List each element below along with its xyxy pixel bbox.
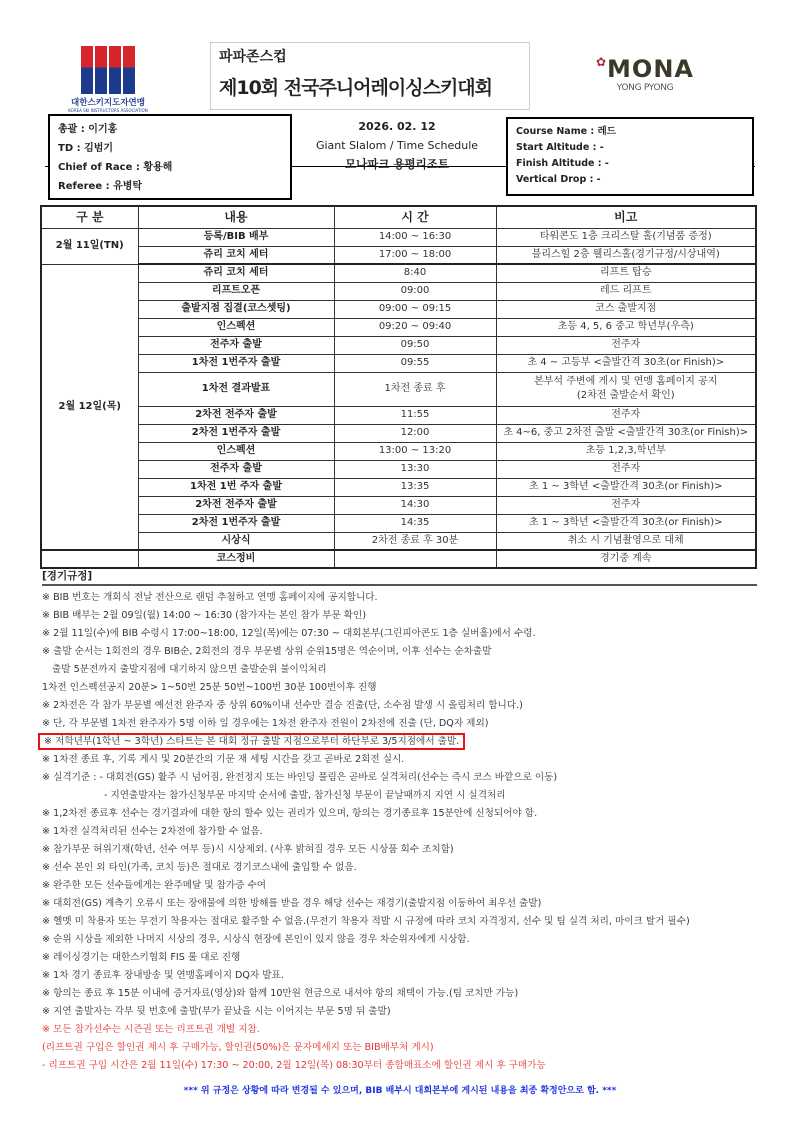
note-cell: 초 1 ~ 3학년 <출발간격 30초(or Finish)> <box>496 514 756 532</box>
table-row <box>41 300 756 318</box>
content-cell: 전주자 출발 <box>138 460 334 478</box>
course-name: Course Name : 레드 <box>516 126 616 137</box>
day-cell: 2월 12일(목) <box>41 264 138 550</box>
rule-line: ※ 선수 본인 외 타인(가족, 코치 등)은 절대로 경기코스내에 출입할 수 없음. <box>42 862 357 873</box>
ksia-english-name: KOREA SKI INSTRUCTORS ASSOCIATION <box>68 108 148 113</box>
content-cell: 인스펙션 <box>138 318 334 336</box>
rule-line: ※ 2차전은 각 참가 부문별 예선전 완주자 중 상위 60%이내 선수만 결승 진출(단, 소수점 발생 시 올림처리 합니다.) <box>42 700 523 711</box>
highlighted-rule: ※ 저학년부(1학년 ~ 3학년) 스타트는 본 대회 정규 출발 지점으로부터 하단부로 3/5지점에서 출발. <box>38 733 465 750</box>
time-cell: 13:30 <box>334 460 496 478</box>
note-cell: 블리스힐 2층 웰리스홀(경기규정/시상내역) <box>496 246 756 264</box>
content-cell: 등록/BIB 배부 <box>138 228 334 246</box>
rule-line <box>42 733 762 751</box>
time-cell: 09:50 <box>334 336 496 354</box>
table-row <box>41 442 756 460</box>
note-cell: 취소 시 기념촬영으로 대체 <box>496 532 756 550</box>
rule-line: - 지연출발자는 참가신청부문 마지막 순서에 출발, 참가신청 부문이 끝날때까지 지연 시 실격처리 <box>104 790 506 801</box>
table-row <box>41 460 756 478</box>
rule-line: ※ 2월 11일(수)에 BIB 수령시 17:00~18:00, 12일(목)에는 07:30 ~ 대회본부(그린피아콘도 1층 실버홀)에서 수령. <box>42 628 536 639</box>
note-cell: 전주자 <box>496 406 756 424</box>
content-cell: 시상식 <box>138 532 334 550</box>
rule-line: ※ 대회전(GS) 계측기 오류시 또는 장애물에 의한 방해를 받을 경우 해당 선수는 재경기(출발지점 이동하여 최우선 출발) <box>42 898 542 909</box>
time-cell: 14:35 <box>334 514 496 532</box>
table-row <box>41 264 756 282</box>
note-cell: 코스 출발지점 <box>496 300 756 318</box>
rule-line: ※ 실격기준 : - 대회전(GS) 활주 시 넘어짐, 완전정지 또는 바인딩 풀림은 곧바로 실격처리(선수는 즉시 코스 바깥으로 이동) <box>42 772 558 783</box>
official-referee: Referee : 유병탁 <box>58 181 143 192</box>
rules-title: [경기규정] <box>42 569 757 586</box>
rule-line: ※ 헬멧 미 착용자 또는 무전기 착용자는 절대로 활주할 수 없음.(무전기 착용자 적발 시 규정에 따라 코치 자격정지, 선수 및 팀 실격 처리, 마이크 탈거 필수) <box>42 916 690 927</box>
content-cell: 2차전 1번주자 출발 <box>138 514 334 532</box>
table-row <box>41 550 756 568</box>
time-cell: 13:00 ~ 13:20 <box>334 442 496 460</box>
content-cell: 코스정비 <box>138 550 334 568</box>
rule-line: ※ 단, 각 부문별 1차전 완주자가 5명 이하 일 경우에는 1차전 완주자 전원이 2차전에 진출 (단, DQ자 제외) <box>42 718 489 729</box>
rule-line: ※ 완주한 모든 선수들에게는 완주메달 및 참가증 수여 <box>42 880 267 891</box>
event-subtitle: 파파존스컵 <box>219 49 287 65</box>
rule-line: ※ 출발 순서는 1회전의 경우 BIB순, 2회전의 경우 부문별 상위 순위15명은 역순이며, 이후 선수는 순차출발 <box>42 646 492 657</box>
content-cell: 2차전 전주자 출발 <box>138 406 334 424</box>
rule-line: ※ 모든 참가선수는 시즌권 또는 리프트권 개별 지참. <box>42 1024 260 1035</box>
mona-sub: YONG PYONG <box>616 83 674 93</box>
time-cell: 09:00 <box>334 282 496 300</box>
rule-line: 출발 5분전까지 출발지점에 대기하지 않으면 출발순위 불이익처리 <box>52 664 327 675</box>
content-cell: 쥬리 코치 세터 <box>138 246 334 264</box>
note-cell: 전주자 <box>496 336 756 354</box>
event-title: 제10회 전국주니어레이싱스키대회 <box>219 77 493 99</box>
mona-text: MONA <box>607 55 694 83</box>
rule-line: ※ 항의는 종료 후 15분 이내에 증거자료(영상)와 함께 10만원 현금으로 내셔야 항의 채택이 가능.(팀 코치만 가능) <box>42 988 519 999</box>
start-altitude: Start Altitude : - <box>516 142 604 153</box>
table-row <box>41 336 756 354</box>
content-cell: 인스펙션 <box>138 442 334 460</box>
flower-icon: ✿ <box>595 55 608 69</box>
table-row <box>41 228 756 246</box>
rule-line: ※ 1,2차전 종료후 선수는 경기결과에 대한 항의 할수 있는 권리가 있으며, 항의는 경기종료후 15분안에 신청되어야 함. <box>42 808 538 819</box>
content-cell: 전주자 출발 <box>138 336 334 354</box>
note-cell: 초 1 ~ 3학년 <출발간격 30초(or Finish)> <box>496 478 756 496</box>
time-cell: 13:35 <box>334 478 496 496</box>
table-row <box>41 318 756 336</box>
table-row <box>41 354 756 372</box>
schedule-table <box>40 205 757 569</box>
rule-line: ※ 순위 시상을 제외한 나머지 시상의 경우, 시상식 현장에 본인이 있지 않을 경우 차순위자에게 시상함. <box>42 934 470 945</box>
content-cell: 1차전 1번주자 출발 <box>138 354 334 372</box>
note-cell: 리프트 탑승 <box>496 264 756 282</box>
vertical-drop: Vertical Drop : - <box>516 174 601 185</box>
table-row <box>41 514 756 532</box>
content-cell: 1차전 1번 주자 출발 <box>138 478 334 496</box>
note-cell <box>496 372 756 406</box>
event-info <box>292 117 502 174</box>
event-type: Giant Slalom / Time Schedule <box>315 139 479 152</box>
content-cell: 2차전 전주자 출발 <box>138 496 334 514</box>
rule-line: - 리프트권 구입 시간은 2월 11일(수) 17:30 ~ 20:00, 2월 12일(목) 08:30부터 종합매표소에 할인권 제시 후 구매가능 <box>42 1060 546 1071</box>
note-cell: 초등 4, 5, 6 중고 학년부(우측) <box>496 318 756 336</box>
note-cell: 레드 리프트 <box>496 282 756 300</box>
rules-list <box>42 589 762 1075</box>
table-row <box>41 478 756 496</box>
time-cell: 09:20 ~ 09:40 <box>334 318 496 336</box>
note-cell: 전주자 <box>496 460 756 478</box>
time-cell: 1차전 종료 후 <box>334 372 496 406</box>
time-cell: 09:00 ~ 09:15 <box>334 300 496 318</box>
note-cell: 타워콘도 1층 크리스탈 홀(기념품 증정) <box>496 228 756 246</box>
ksia-logo <box>68 46 148 113</box>
note-line: 본부석 주변에 게시 및 연맹 홈페이지 공지 <box>534 376 718 387</box>
content-cell: 리프트오픈 <box>138 282 334 300</box>
official-director: 총괄 : 이기홍 <box>58 124 118 135</box>
rule-line: ※ 레이싱경기는 대한스키협회 FIS 룰 대로 진행 <box>42 952 241 963</box>
header-content: 내용 <box>138 206 334 228</box>
course-box <box>506 117 754 196</box>
rule-line: ※ BIB 번호는 개회식 전날 전산으로 랜덤 추첨하고 연맹 홈페이지에 공지합니다. <box>42 592 378 603</box>
rule-line: ※ 참가부문 허위기재(학년, 선수 여부 등)시 시상제외. (사후 밝혀질 경우 모든 시상품 회수 조치함) <box>42 844 454 855</box>
table-row <box>41 372 756 406</box>
ksia-logo-mark <box>68 46 148 94</box>
empty-cell <box>41 550 138 568</box>
header-category: 구 분 <box>41 206 138 228</box>
official-chief-of-race: Chief of Race : 황용해 <box>58 162 173 173</box>
header-note: 비고 <box>496 206 756 228</box>
time-cell: 12:00 <box>334 424 496 442</box>
content-cell: 출발지점 집결(코스셋팅) <box>138 300 334 318</box>
content-cell: 쥬리 코치 세터 <box>138 264 334 282</box>
note-cell: 초 4~6, 중고 2차전 출발 <출발간격 30초(or Finish)> <box>496 424 756 442</box>
time-cell: 8:40 <box>334 264 496 282</box>
rule-line: ※ 1차전 종료 후, 기록 게시 및 20분간의 기문 재 세팅 시간을 갖고 곧바로 2회전 실시. <box>42 754 405 765</box>
table-row <box>41 282 756 300</box>
note-cell: 경기중 계속 <box>496 550 756 568</box>
time-cell: 17:00 ~ 18:00 <box>334 246 496 264</box>
time-cell: 14:00 ~ 16:30 <box>334 228 496 246</box>
title-box <box>210 42 530 110</box>
time-cell: 09:55 <box>334 354 496 372</box>
time-cell <box>334 550 496 568</box>
note-cell: 초 4 ~ 고등부 <출발간격 30초(or Finish)> <box>496 354 756 372</box>
officials-box <box>48 114 292 200</box>
table-row <box>41 246 756 264</box>
table-row <box>41 424 756 442</box>
rules-footer-notice: *** 위 규정은 상황에 따라 변경될 수 있으며, BIB 배부시 대회본부에 게시된 내용을 최종 확정안으로 함. *** <box>183 1086 617 1096</box>
table-row <box>41 532 756 550</box>
event-venue: 모나파크 용평리조트 <box>345 157 449 171</box>
note-line: (2차전 출발순서 확인) <box>576 390 675 401</box>
day-cell: 2월 11일(TN) <box>41 228 138 264</box>
rule-line: ※ BIB 배부는 2월 09일(월) 14:00 ~ 16:30 (참가자는 본인 참가 부문 확인) <box>42 610 367 621</box>
finish-altitude: Finish Altitude : - <box>516 158 609 169</box>
table-row <box>41 406 756 424</box>
note-cell: 초등 1,2,3,학년부 <box>496 442 756 460</box>
table-header <box>41 206 756 228</box>
rule-line: ※ 1차전 실격처리된 선수는 2차전에 참가할 수 없음. <box>42 826 263 837</box>
note-cell: 전주자 <box>496 496 756 514</box>
rule-line: ※ 1차 경기 종료후 장내방송 및 연맹홈페이지 DQ자 발표. <box>42 970 284 981</box>
content-cell: 2차전 1번주자 출발 <box>138 424 334 442</box>
table-row <box>41 496 756 514</box>
time-cell: 11:55 <box>334 406 496 424</box>
ksia-korean-name: 대한스키지도자연맹 <box>71 98 145 108</box>
mona-logo <box>590 55 700 93</box>
rule-line: 1차전 인스펙션공지 20분> 1~50번 25분 50번~100번 30분 100번이후 진행 <box>42 682 377 693</box>
time-cell: 2차전 종료 후 30분 <box>334 532 496 550</box>
rule-line: ※ 지연 출발자는 각부 뒷 번호에 출발(부가 끝났을 시는 이어지는 부문 5명 뒤 출발) <box>42 1006 391 1017</box>
event-date: 2026. 02. 12 <box>358 120 436 133</box>
rule-line: (리프트권 구입은 할인권 제시 후 구매가능, 할인권(50%)은 문자메세지 또는 BIB배부처 게시) <box>42 1042 434 1053</box>
time-cell: 14:30 <box>334 496 496 514</box>
official-td: TD : 김범기 <box>58 143 114 154</box>
content-flow <box>40 205 760 1097</box>
header-time: 시 간 <box>334 206 496 228</box>
content-cell: 1차전 결과발표 <box>138 372 334 406</box>
